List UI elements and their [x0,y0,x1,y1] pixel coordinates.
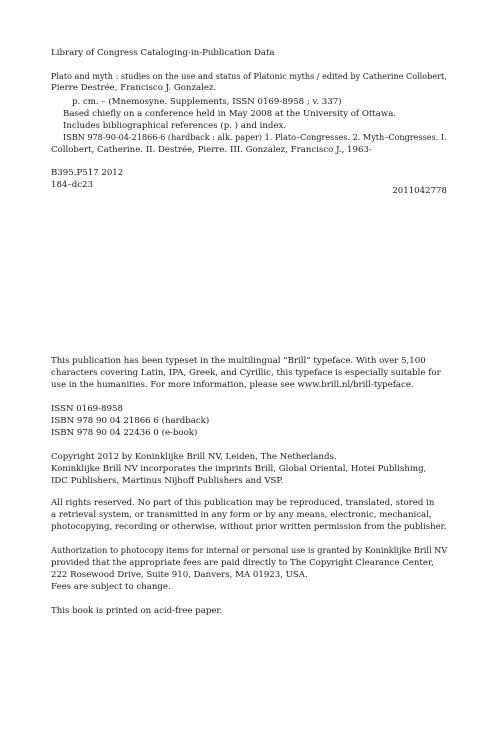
isbn-ebook: ISBN 978 90 04 22436 0 (e-book) [51,428,198,438]
cip-header: Library of Congress Cataloging-in-Publication Data [51,48,275,58]
acid-free-paper-note: This book is printed on acid-free paper. [51,606,223,616]
isbn-hardback: ISBN 978 90 04 21866 6 (hardback) [51,416,210,426]
cip-series: p. cm. – (Mnemosyne. Supplements, ISSN 0169-8958 ; v. 337) [72,97,342,107]
typeface-line-3: use in the humanities. For more information, please see www.brill.nl/brill-typeface. [51,380,414,390]
cip-isbn-line-2: Collobert, Catherine. II. Destrée, Pierre. III. Gonzalez, Francisco J., 1963- [51,145,372,155]
authorization-line-4: Fees are subject to change. [51,582,171,592]
copyright-line-1: Copyright 2012 by Koninklijke Brill NV, Leiden, The Netherlands. [51,452,337,462]
rights-line-1: All rights reserved. No part of this publication may be reproduced, translated, stored in [51,498,435,508]
dewey-classification: 184–dc23 [51,180,93,190]
copyright-line-2: Koninklijke Brill NV incorporates the imprints Brill, Global Oriental, Hotei Publishing, [51,464,427,474]
cip-title-line-1: Plato and myth : studies on the use and status of Platonic myths / edited by Catherine Collobert, [51,72,447,82]
cip-title-line-2: Pierre Destrée, Francisco J. Gonzalez. [51,83,217,93]
authorization-line-2: provided that the appropriate fees are paid directly to The Copyright Clearance Center, [51,558,434,568]
copyright-line-3: IDC Publishers, Martinus Nijhoff Publishers and VSP. [51,476,284,486]
rights-line-2: a retrieval system, or transmitted in any form or by any means, electronic, mechanical, [51,510,432,520]
cip-note-1: Based chiefly on a conference held in May 2008 at the University of Ottawa. [63,109,397,119]
lc-classification: B395.P517 2012 [51,168,124,178]
lccn: 2011042778 [392,186,447,196]
issn: ISSN 0169-8958 [51,404,123,414]
rights-line-3: photocopying, recording or otherwise, without prior written permission from the publisher. [51,522,447,532]
typeface-line-2: characters covering Latin, IPA, Greek, and Cyrillic, this typeface is especially suitable for [51,368,441,378]
authorization-line-1: Authorization to photocopy items for internal or personal use is granted by Koninklijke Brill NV [51,546,448,556]
typeface-line-1: This publication has been typeset in the multilingual “Brill” typeface. With over 5,100 [51,356,426,366]
cip-isbn-line-1: ISBN 978-90-04-21866-6 (hardback : alk. paper) 1. Plato–Congresses. 2. Myth–Congresses. I. [63,133,447,143]
cip-note-2: Includes bibliographical references (p. ) and index. [63,121,287,131]
authorization-line-3: 222 Rosewood Drive, Suite 910, Danvers, MA 01923, USA. [51,570,308,580]
